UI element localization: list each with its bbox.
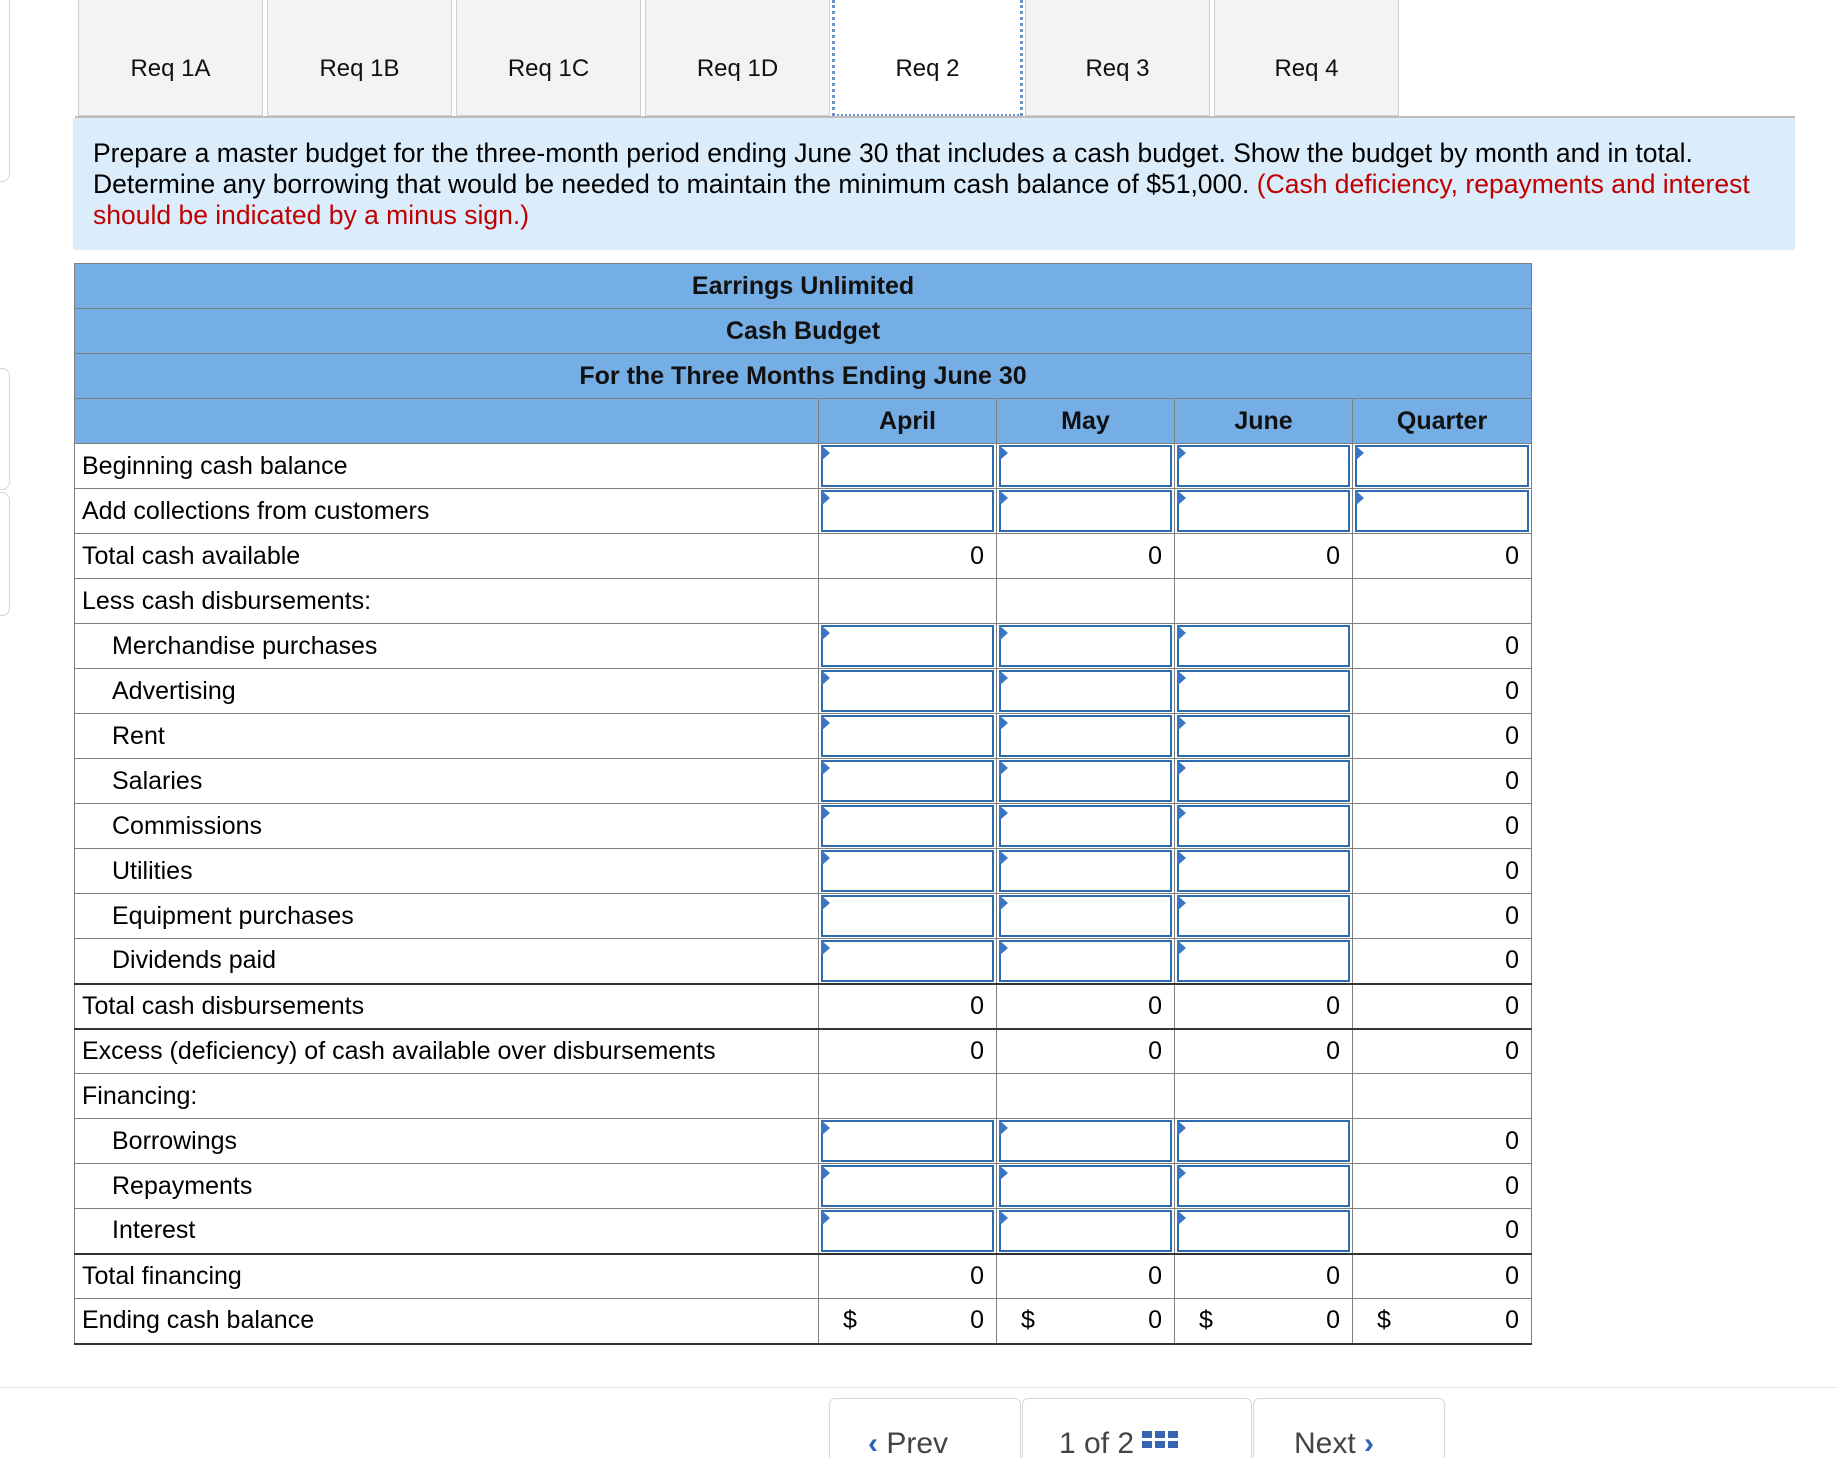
empty-cell bbox=[819, 579, 997, 624]
chevron-left-icon: ‹ bbox=[868, 1427, 878, 1460]
chevron-right-icon: › bbox=[1364, 1427, 1375, 1460]
value-quarter: 0 bbox=[1353, 714, 1532, 759]
row-label: Utilities bbox=[75, 849, 819, 894]
input-marker-icon bbox=[1177, 895, 1186, 911]
input-cell-may[interactable] bbox=[997, 489, 1175, 534]
instructions-note: (Cash deficiency, repayments and interest should be indicated by a minus sign.) bbox=[93, 169, 1750, 230]
currency-symbol: $ bbox=[1021, 1306, 1035, 1335]
input-marker-icon bbox=[999, 1165, 1008, 1181]
row-label: Equipment purchases bbox=[75, 894, 819, 939]
row-advertising bbox=[75, 669, 1532, 714]
page-count: 1 of 2 bbox=[1059, 1427, 1135, 1460]
input-marker-icon bbox=[821, 1210, 830, 1226]
col-quarter: Quarter bbox=[1353, 399, 1532, 444]
row-label: Total financing bbox=[75, 1254, 819, 1299]
value-may: 0 bbox=[997, 984, 1175, 1029]
tab-req-1b[interactable]: Req 1B bbox=[267, 0, 452, 116]
requirement-tabs bbox=[75, 0, 1795, 117]
input-marker-icon bbox=[1355, 490, 1364, 506]
statement-period: For the Three Months Ending June 30 bbox=[75, 354, 1532, 399]
input-marker-icon bbox=[999, 1120, 1008, 1136]
value-april: 0 bbox=[819, 1029, 997, 1074]
tab-req-1d[interactable]: Req 1D bbox=[645, 0, 830, 116]
row-less-disbursements bbox=[75, 579, 1532, 624]
input-cell-april[interactable] bbox=[819, 714, 997, 759]
input-cell-april[interactable] bbox=[819, 1164, 997, 1209]
row-collections bbox=[75, 489, 1532, 534]
value-quarter: 0 bbox=[1353, 1029, 1532, 1074]
input-marker-icon bbox=[1177, 1120, 1186, 1136]
value-quarter: 0 bbox=[1353, 1119, 1532, 1164]
input-marker-icon bbox=[1177, 850, 1186, 866]
input-cell-may[interactable] bbox=[997, 444, 1175, 489]
value-quarter: 0 bbox=[1353, 849, 1532, 894]
row-financing bbox=[75, 1074, 1532, 1119]
row-label: Financing: bbox=[75, 1074, 819, 1119]
row-salaries bbox=[75, 759, 1532, 804]
value-may: 0 bbox=[997, 534, 1175, 579]
cash-budget-table bbox=[74, 263, 1532, 1345]
input-marker-icon bbox=[821, 1165, 830, 1181]
input-cell-june[interactable] bbox=[1175, 1164, 1353, 1209]
input-cell-june[interactable] bbox=[1175, 759, 1353, 804]
input-cell-april[interactable] bbox=[819, 804, 997, 849]
input-marker-icon bbox=[999, 715, 1008, 731]
row-interest bbox=[75, 1209, 1532, 1254]
input-cell-quarter[interactable] bbox=[1353, 444, 1532, 489]
input-cell-june[interactable] bbox=[1175, 669, 1353, 714]
row-beginning-cash bbox=[75, 444, 1532, 489]
row-dividends bbox=[75, 939, 1532, 984]
row-label: Commissions bbox=[75, 804, 819, 849]
currency-symbol: $ bbox=[843, 1306, 857, 1335]
row-label: Beginning cash balance bbox=[75, 444, 819, 489]
input-cell-april[interactable] bbox=[819, 939, 997, 984]
currency-symbol: $ bbox=[1377, 1306, 1391, 1335]
input-cell-april[interactable] bbox=[819, 1119, 997, 1164]
value-quarter: 0 bbox=[1353, 759, 1532, 804]
input-marker-icon bbox=[999, 850, 1008, 866]
input-cell-april[interactable] bbox=[819, 759, 997, 804]
next-button[interactable] bbox=[1253, 1398, 1445, 1458]
company-name: Earrings Unlimited bbox=[75, 264, 1532, 309]
row-total-available bbox=[75, 534, 1532, 579]
value-quarter: 0 bbox=[1353, 939, 1532, 984]
value-june: 0 bbox=[1175, 1254, 1353, 1299]
row-label: Ending cash balance bbox=[75, 1299, 819, 1344]
row-label: Less cash disbursements: bbox=[75, 579, 819, 624]
input-cell-june[interactable] bbox=[1175, 489, 1353, 534]
side-panel-fragment bbox=[0, 492, 10, 616]
empty-cell bbox=[1175, 1074, 1353, 1119]
input-marker-icon bbox=[821, 490, 830, 506]
input-marker-icon bbox=[999, 625, 1008, 641]
prev-label: Prev bbox=[886, 1427, 949, 1460]
input-cell-may[interactable] bbox=[997, 759, 1175, 804]
tab-req-1a[interactable]: Req 1A bbox=[78, 0, 263, 116]
input-cell-april[interactable] bbox=[819, 849, 997, 894]
input-marker-icon bbox=[821, 670, 830, 686]
col-april: April bbox=[819, 399, 997, 444]
input-cell-april[interactable] bbox=[819, 1209, 997, 1254]
input-marker-icon bbox=[821, 625, 830, 641]
row-utilities bbox=[75, 849, 1532, 894]
input-cell-june[interactable] bbox=[1175, 894, 1353, 939]
input-marker-icon bbox=[999, 1210, 1008, 1226]
input-cell-june[interactable] bbox=[1175, 804, 1353, 849]
value-quarter: 0 bbox=[1353, 1209, 1532, 1254]
input-cell-april[interactable] bbox=[819, 669, 997, 714]
page-indicator[interactable] bbox=[1022, 1398, 1252, 1458]
value-april: 0 bbox=[819, 984, 997, 1029]
input-cell-may[interactable] bbox=[997, 714, 1175, 759]
input-cell-quarter[interactable] bbox=[1353, 489, 1532, 534]
input-marker-icon bbox=[1177, 490, 1186, 506]
value-june: $ 0 bbox=[1175, 1299, 1353, 1344]
value-quarter: 0 bbox=[1353, 1164, 1532, 1209]
value-june: 0 bbox=[1175, 1029, 1353, 1074]
header-blank bbox=[75, 399, 819, 444]
row-label: Dividends paid bbox=[75, 939, 819, 984]
row-excess bbox=[75, 1029, 1532, 1074]
input-marker-icon bbox=[821, 805, 830, 821]
input-marker-icon bbox=[821, 895, 830, 911]
input-cell-may[interactable] bbox=[997, 894, 1175, 939]
input-marker-icon bbox=[999, 445, 1008, 461]
input-marker-icon bbox=[999, 670, 1008, 686]
row-label: Merchandise purchases bbox=[75, 624, 819, 669]
value-quarter: 0 bbox=[1353, 669, 1532, 714]
input-marker-icon bbox=[1177, 670, 1186, 686]
input-marker-icon bbox=[1355, 445, 1364, 461]
row-label: Salaries bbox=[75, 759, 819, 804]
tab-req-2[interactable]: Req 2 bbox=[832, 0, 1023, 116]
row-label: Total cash available bbox=[75, 534, 819, 579]
input-marker-icon bbox=[999, 760, 1008, 776]
row-total-disbursements bbox=[75, 984, 1532, 1029]
value-june: 0 bbox=[1175, 984, 1353, 1029]
value-quarter: $ 0 bbox=[1353, 1299, 1532, 1344]
footer-divider bbox=[0, 1387, 1838, 1388]
grid-icon bbox=[1142, 1431, 1178, 1449]
input-cell-june[interactable] bbox=[1175, 714, 1353, 759]
input-cell-april[interactable] bbox=[819, 894, 997, 939]
row-equipment bbox=[75, 894, 1532, 939]
tab-req-4[interactable]: Req 4 bbox=[1214, 0, 1399, 116]
value-quarter: 0 bbox=[1353, 1254, 1532, 1299]
instructions-text: Prepare a master budget for the three-month period ending June 30 that includes a cash budget. Show the budget by month and in total. Determine any borrowing that would be needed to maintain the minimum cash balance of $51,000. bbox=[93, 138, 1693, 199]
col-june: June bbox=[1175, 399, 1353, 444]
tab-req-1c[interactable]: Req 1C bbox=[456, 0, 641, 116]
value-april: 0 bbox=[819, 534, 997, 579]
empty-cell bbox=[819, 1074, 997, 1119]
side-panel-fragment bbox=[0, 0, 10, 182]
value-april: 0 bbox=[819, 1254, 997, 1299]
prev-button[interactable] bbox=[829, 1398, 1021, 1458]
input-cell-june[interactable] bbox=[1175, 1119, 1353, 1164]
input-marker-icon bbox=[1177, 715, 1186, 731]
row-label: Advertising bbox=[75, 669, 819, 714]
input-cell-april[interactable] bbox=[819, 624, 997, 669]
value-may: 0 bbox=[997, 1254, 1175, 1299]
empty-cell bbox=[997, 1074, 1175, 1119]
value-quarter: 0 bbox=[1353, 804, 1532, 849]
input-marker-icon bbox=[1177, 760, 1186, 776]
input-marker-icon bbox=[999, 805, 1008, 821]
input-cell-may[interactable] bbox=[997, 804, 1175, 849]
input-cell-may[interactable] bbox=[997, 849, 1175, 894]
input-cell-june[interactable] bbox=[1175, 939, 1353, 984]
input-marker-icon bbox=[1177, 1210, 1186, 1226]
input-cell-june[interactable] bbox=[1175, 1209, 1353, 1254]
row-label: Interest bbox=[75, 1209, 819, 1254]
input-marker-icon bbox=[821, 1120, 830, 1136]
value-quarter: 0 bbox=[1353, 984, 1532, 1029]
input-cell-april[interactable] bbox=[819, 489, 997, 534]
currency-symbol: $ bbox=[1199, 1306, 1213, 1335]
input-cell-june[interactable] bbox=[1175, 624, 1353, 669]
empty-cell bbox=[1353, 1074, 1532, 1119]
value-quarter: 0 bbox=[1353, 534, 1532, 579]
input-marker-icon bbox=[999, 490, 1008, 506]
input-marker-icon bbox=[821, 715, 830, 731]
value-quarter: 0 bbox=[1353, 624, 1532, 669]
input-marker-icon bbox=[1177, 805, 1186, 821]
input-cell-june[interactable] bbox=[1175, 849, 1353, 894]
row-ending-cash bbox=[75, 1299, 1532, 1344]
row-label: Total cash disbursements bbox=[75, 984, 819, 1029]
row-commissions bbox=[75, 804, 1532, 849]
row-borrowings bbox=[75, 1119, 1532, 1164]
next-label: Next bbox=[1294, 1427, 1356, 1460]
value-may: $ 0 bbox=[997, 1299, 1175, 1344]
input-cell-may[interactable] bbox=[997, 1164, 1175, 1209]
row-label: Add collections from customers bbox=[75, 489, 819, 534]
side-panel-fragment bbox=[0, 368, 10, 490]
row-label: Excess (deficiency) of cash available over disbursements bbox=[75, 1029, 819, 1074]
empty-cell bbox=[1175, 579, 1353, 624]
empty-cell bbox=[997, 579, 1175, 624]
input-marker-icon bbox=[1177, 445, 1186, 461]
empty-cell bbox=[1353, 579, 1532, 624]
row-repayments bbox=[75, 1164, 1532, 1209]
instructions-panel bbox=[73, 118, 1795, 250]
value-june: 0 bbox=[1175, 534, 1353, 579]
tab-req-3[interactable]: Req 3 bbox=[1025, 0, 1210, 116]
input-cell-may[interactable] bbox=[997, 1209, 1175, 1254]
input-cell-may[interactable] bbox=[997, 1119, 1175, 1164]
row-merchandise bbox=[75, 624, 1532, 669]
value-april: $ 0 bbox=[819, 1299, 997, 1344]
input-cell-may[interactable] bbox=[997, 939, 1175, 984]
col-may: May bbox=[997, 399, 1175, 444]
input-cell-may[interactable] bbox=[997, 624, 1175, 669]
input-marker-icon bbox=[999, 940, 1008, 956]
input-cell-june[interactable] bbox=[1175, 444, 1353, 489]
input-marker-icon bbox=[821, 940, 830, 956]
row-total-financing bbox=[75, 1254, 1532, 1299]
input-marker-icon bbox=[821, 850, 830, 866]
input-marker-icon bbox=[999, 895, 1008, 911]
statement-title: Cash Budget bbox=[75, 309, 1532, 354]
row-label: Repayments bbox=[75, 1164, 819, 1209]
input-marker-icon bbox=[821, 445, 830, 461]
input-marker-icon bbox=[1177, 625, 1186, 641]
input-cell-may[interactable] bbox=[997, 669, 1175, 714]
value-may: 0 bbox=[997, 1029, 1175, 1074]
row-rent bbox=[75, 714, 1532, 759]
input-marker-icon bbox=[821, 760, 830, 776]
input-marker-icon bbox=[1177, 1165, 1186, 1181]
value-quarter: 0 bbox=[1353, 894, 1532, 939]
input-marker-icon bbox=[1177, 940, 1186, 956]
row-label: Rent bbox=[75, 714, 819, 759]
input-cell-april[interactable] bbox=[819, 444, 997, 489]
row-label: Borrowings bbox=[75, 1119, 819, 1164]
